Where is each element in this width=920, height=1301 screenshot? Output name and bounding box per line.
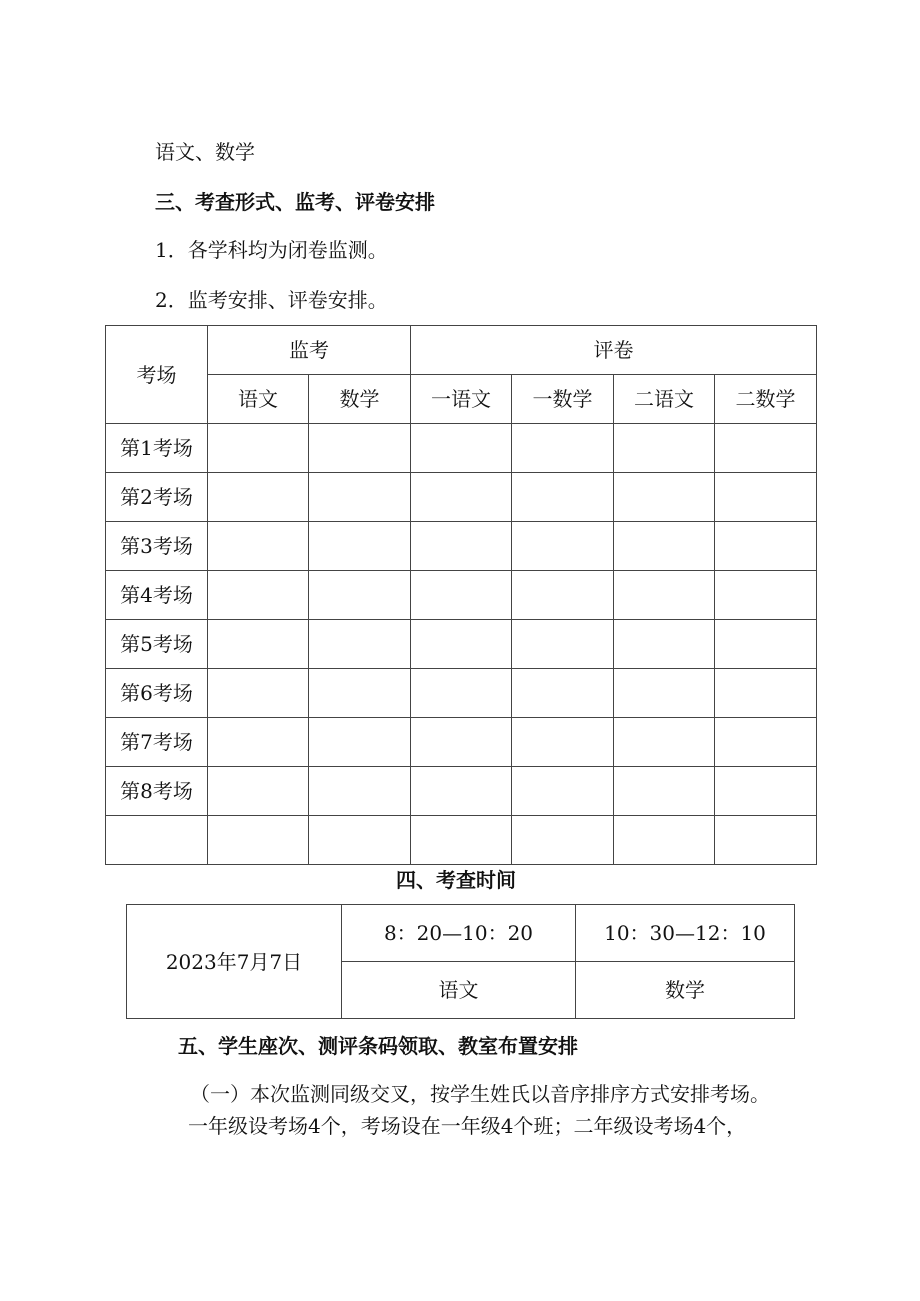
section3-item1: 1．各学科均为闭卷监测。 <box>155 238 388 262</box>
subheader-cell: 语文 <box>208 375 309 424</box>
assignment-cell <box>512 522 614 571</box>
section3-item2: 2．监考安排、评卷安排。 <box>155 288 388 312</box>
assignment-cell <box>208 522 309 571</box>
room-label: 第7考场 <box>106 718 208 767</box>
assignment-cell <box>309 669 411 718</box>
assignment-cell <box>208 669 309 718</box>
table-row <box>106 473 817 522</box>
assignment-cell <box>411 767 512 816</box>
assignment-cell <box>309 473 411 522</box>
assignment-cell <box>208 571 309 620</box>
assignment-cell <box>411 473 512 522</box>
slot-time: 10：30—12：10 <box>576 905 795 962</box>
table-row <box>106 522 817 571</box>
assignment-cell <box>309 767 411 816</box>
assignment-cell <box>715 718 817 767</box>
assignment-cell <box>411 522 512 571</box>
section5-paragraph-line1: （一）本次监测同级交叉，按学生姓氏以音序排序方式安排考场。 <box>190 1082 770 1106</box>
assignment-cell <box>614 424 715 473</box>
assignment-cell <box>715 571 817 620</box>
assignment-cell <box>411 424 512 473</box>
exam-date: 2023年7月7日 <box>127 905 342 1019</box>
section5-heading: 五、学生座次、测评条码领取、教室布置安排 <box>178 1034 578 1058</box>
room-label <box>106 816 208 865</box>
assignment-cell <box>715 522 817 571</box>
assignment-cell <box>411 816 512 865</box>
assignment-cell <box>715 620 817 669</box>
assignment-cell <box>512 473 614 522</box>
room-label: 第4考场 <box>106 571 208 620</box>
assignment-cell <box>411 669 512 718</box>
room-header: 考场 <box>106 326 208 424</box>
slot-time: 8：20—10：20 <box>342 905 576 962</box>
assignment-cell <box>411 620 512 669</box>
subheader-cell: 数学 <box>309 375 411 424</box>
assignment-cell <box>614 767 715 816</box>
subheader-cell: 二语文 <box>614 375 715 424</box>
assignment-cell <box>715 424 817 473</box>
assignment-cell <box>715 473 817 522</box>
table-row <box>106 767 817 816</box>
room-label: 第6考场 <box>106 669 208 718</box>
assignment-cell <box>411 718 512 767</box>
assignment-cell <box>512 718 614 767</box>
exam-time-table <box>126 904 795 1019</box>
assignment-cell <box>614 620 715 669</box>
assignment-cell <box>512 424 614 473</box>
slot-subject: 数学 <box>576 962 795 1019</box>
assignment-cell <box>512 620 614 669</box>
subheader-cell: 一数学 <box>512 375 614 424</box>
assignment-cell <box>715 767 817 816</box>
assignment-cell <box>614 571 715 620</box>
time-row <box>127 905 795 962</box>
assignment-cell <box>512 767 614 816</box>
proctor-header: 监考 <box>208 326 411 375</box>
section5-paragraph-line2: 一年级设考场4个，考场设在一年级4个班；二年级设考场4个， <box>188 1114 747 1138</box>
assignment-cell <box>309 522 411 571</box>
assignment-cell <box>715 816 817 865</box>
assignment-cell <box>208 473 309 522</box>
subheader-cell: 一语文 <box>411 375 512 424</box>
assignment-cell <box>208 424 309 473</box>
assignment-cell <box>309 571 411 620</box>
assignment-cell <box>512 571 614 620</box>
table-header-row <box>106 326 817 375</box>
grading-header: 评卷 <box>411 326 817 375</box>
table-row <box>106 718 817 767</box>
assignment-cell <box>309 620 411 669</box>
table-row <box>106 669 817 718</box>
assignment-cell <box>208 620 309 669</box>
section3-heading: 三、考查形式、监考、评卷安排 <box>155 190 435 214</box>
table-row <box>106 424 817 473</box>
section4-heading: 四、考查时间 <box>396 868 516 892</box>
assignment-cell <box>309 424 411 473</box>
table-row <box>106 816 817 865</box>
table-subheader-row <box>106 375 817 424</box>
assignment-cell <box>614 669 715 718</box>
room-label: 第3考场 <box>106 522 208 571</box>
room-label: 第5考场 <box>106 620 208 669</box>
assignment-cell <box>309 816 411 865</box>
subheader-cell: 二数学 <box>715 375 817 424</box>
assignment-cell <box>411 571 512 620</box>
assignment-cell <box>208 816 309 865</box>
room-label: 第1考场 <box>106 424 208 473</box>
assignment-cell <box>512 669 614 718</box>
assignment-cell <box>614 816 715 865</box>
room-label: 第2考场 <box>106 473 208 522</box>
assignment-cell <box>208 718 309 767</box>
table-row <box>106 620 817 669</box>
assignment-cell <box>614 718 715 767</box>
slot-subject: 语文 <box>342 962 576 1019</box>
proctor-grading-table <box>105 325 817 865</box>
assignment-cell <box>512 816 614 865</box>
intro-subjects-line: 语文、数学 <box>155 140 255 164</box>
table-row <box>106 571 817 620</box>
assignment-cell <box>309 718 411 767</box>
assignment-cell <box>715 669 817 718</box>
assignment-cell <box>614 473 715 522</box>
assignment-cell <box>614 522 715 571</box>
assignment-cell <box>208 767 309 816</box>
room-label: 第8考场 <box>106 767 208 816</box>
